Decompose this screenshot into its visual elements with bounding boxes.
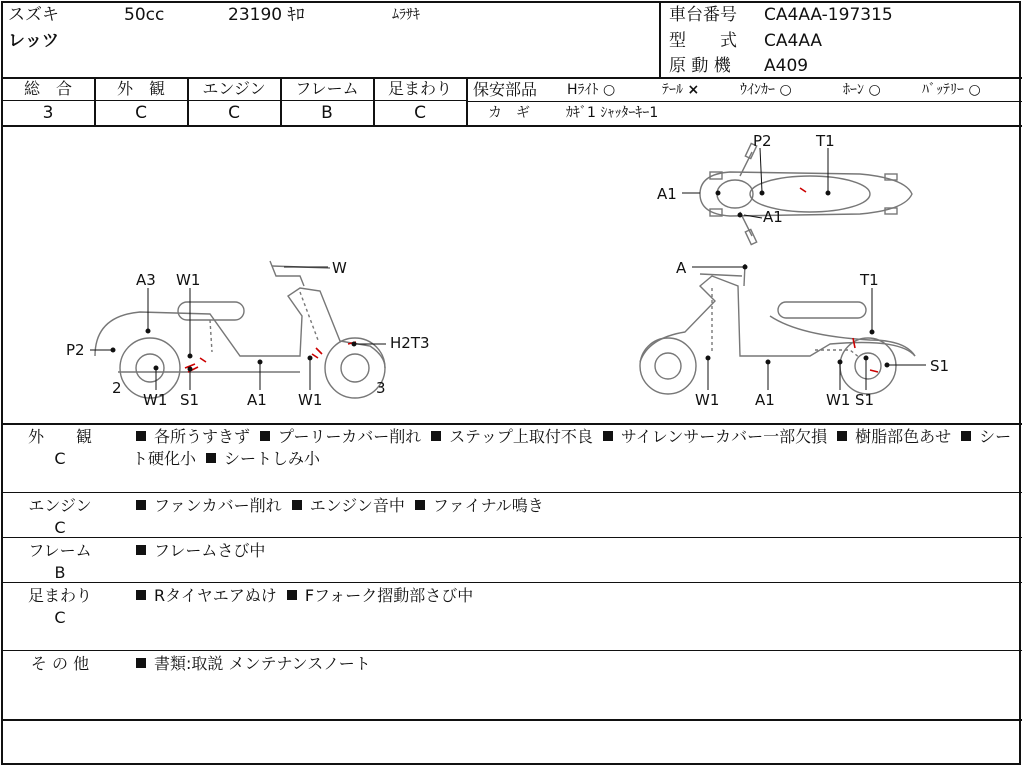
label-top-a1-bottom: A1 — [763, 208, 783, 226]
note-title-0: 外 観 — [27, 427, 92, 446]
note-title-3: 足まわり — [27, 586, 92, 605]
label-right-s1: S1 — [855, 391, 875, 409]
safety-winker-label: ｳｲﾝｶｰ — [740, 82, 775, 98]
safety-headlight — [567, 82, 615, 98]
bullet-square-icon — [136, 500, 146, 510]
note-item: 書類:取説 メンテナンスノート — [154, 654, 371, 673]
note-item: Fフォーク摺動部さび中 — [304, 586, 474, 605]
label-left-3: 3 — [376, 379, 386, 397]
note-item: ステップ上取付不良 — [449, 427, 593, 446]
notes-line-3 — [1, 582, 1022, 583]
bullet-square-icon — [206, 453, 216, 463]
label-right-w1-b: W1 — [826, 391, 851, 409]
safety-tail-label: ﾃｰﾙ — [662, 82, 683, 98]
safety-title: 保安部品 — [473, 80, 538, 99]
grade-mid-line — [1, 100, 466, 101]
grade-suspension-value: C — [414, 103, 426, 123]
grade-engine-value: C — [228, 103, 240, 123]
safety-battery — [922, 82, 981, 98]
grade-engine-label: エンジン — [202, 79, 266, 98]
note-title-2: フレーム — [28, 541, 92, 560]
bullet-square-icon — [837, 431, 847, 441]
leader-lines — [90, 148, 926, 390]
chassis-value: CA4AA-197315 — [764, 5, 893, 25]
safety-horn-label: ﾎｰﾝ — [843, 82, 864, 98]
grade-total-value: 3 — [42, 103, 54, 123]
bullet-square-icon — [136, 545, 146, 555]
label-top-a1-left: A1 — [657, 185, 677, 203]
engine-label: 原 動 機 — [669, 56, 731, 76]
note-title-4: そ の 他 — [30, 654, 90, 673]
notes-bottom-line — [1, 719, 1022, 721]
note-items-0 — [132, 426, 1012, 470]
safety-horn — [843, 82, 881, 98]
note-item: 樹脂部色あせ — [855, 427, 952, 446]
note-items-2 — [132, 540, 1012, 562]
note-item: エンジン音中 — [309, 496, 405, 515]
label-left-s1: S1 — [180, 391, 200, 409]
notes-top-line — [1, 423, 1022, 425]
safety-winker-mark: ○ — [779, 82, 792, 98]
safety-mid-line — [466, 101, 1022, 102]
bullet-square-icon — [961, 431, 971, 441]
bullet-square-icon — [136, 658, 146, 668]
label-left-w: W — [332, 259, 347, 277]
label-right-a: A — [676, 259, 687, 277]
grade-frame-label: フレーム — [295, 79, 359, 98]
note-grade-1: C — [54, 518, 66, 537]
header-divider — [659, 1, 661, 77]
grade-total-label: 総 合 — [23, 79, 72, 98]
bullet-square-icon — [136, 431, 146, 441]
safety-headlight-mark: ○ — [602, 82, 616, 98]
model-name: レッツ — [8, 31, 59, 51]
label-top-p2: P2 — [753, 132, 772, 150]
label-left-2: 2 — [112, 379, 122, 397]
note-items-1 — [132, 495, 1012, 517]
note-item: 各所うすきず — [154, 427, 251, 446]
label-left-w1-top: W1 — [176, 271, 201, 289]
note-items-3 — [132, 585, 1012, 607]
note-grade-2: B — [54, 563, 66, 582]
bullet-square-icon — [431, 431, 441, 441]
label-top-t1: T1 — [816, 132, 835, 150]
note-title-1: エンジン — [28, 496, 92, 515]
grade-suspension-label: 足まわり — [387, 79, 452, 98]
note-item: ファンカバー削れ — [154, 496, 282, 515]
notes-line-4 — [1, 650, 1022, 651]
notes-line-1 — [1, 492, 1022, 493]
grade-exterior-value: C — [135, 103, 147, 123]
notes-line-2 — [1, 537, 1022, 538]
safety-battery-label: ﾊﾞｯﾃﾘｰ — [922, 82, 964, 98]
note-item: シート硬化小 — [132, 427, 1012, 468]
note-item: フレームさび中 — [154, 541, 266, 560]
note-item: シートしみ小 — [224, 449, 321, 468]
grade-exterior-label: 外 観 — [116, 79, 165, 98]
safety-battery-mark: ○ — [968, 82, 981, 98]
label-left-h2t3: H2T3 — [390, 334, 430, 352]
note-items-4 — [132, 653, 1012, 675]
label-left-a1: A1 — [247, 391, 267, 409]
bullet-square-icon — [292, 500, 302, 510]
mileage: 23190 ｷﾛ — [228, 5, 305, 25]
note-item: プーリーカバー削れ — [278, 427, 422, 446]
label-left-w1-b: W1 — [298, 391, 323, 409]
label-right-a1: A1 — [755, 391, 775, 409]
bullet-square-icon — [287, 590, 297, 600]
label-left-p2: P2 — [66, 341, 85, 359]
bullet-square-icon — [260, 431, 270, 441]
note-item: Rタイヤエアぬけ — [154, 586, 277, 605]
label-left-w1-a: W1 — [143, 391, 168, 409]
chassis-label: 車台番号 — [669, 5, 737, 25]
safety-tail — [662, 82, 699, 98]
label-right-t1: T1 — [860, 271, 879, 289]
scooter-diagram — [0, 126, 1024, 424]
label-right-w1-a: W1 — [695, 391, 720, 409]
safety-horn-mark: ○ — [868, 82, 881, 98]
grade-frame-value: B — [321, 103, 333, 123]
color: ﾑﾗｻｷ — [392, 7, 420, 23]
safety-headlight-label: Hﾗｲﾄ — [567, 82, 599, 98]
note-grade-0: C — [54, 449, 66, 468]
engine-value: A409 — [764, 56, 809, 76]
maker: スズキ — [8, 5, 59, 25]
bullet-square-icon — [415, 500, 425, 510]
type-label: 型 式 — [669, 31, 737, 51]
safety-tail-mark: × — [687, 82, 700, 98]
displacement: 50cc — [124, 5, 165, 25]
note-item: ファイナル鳴き — [432, 496, 544, 515]
key-label: カ ギ — [488, 105, 530, 121]
bullet-square-icon — [603, 431, 613, 441]
label-right-s1-side: S1 — [930, 357, 950, 375]
note-item: サイレンサーカバー一部欠損 — [620, 427, 828, 446]
grade-sep-5 — [466, 77, 468, 125]
bullet-square-icon — [136, 590, 146, 600]
type-value: CA4AA — [764, 31, 823, 51]
note-grade-3: C — [54, 608, 66, 627]
safety-winker — [740, 82, 792, 98]
key-value: ｶｷﾞ1 ｼｬｯﾀｰｷｰ1 — [566, 105, 659, 121]
scooter-top-view — [700, 143, 912, 244]
label-left-a3: A3 — [136, 271, 156, 289]
